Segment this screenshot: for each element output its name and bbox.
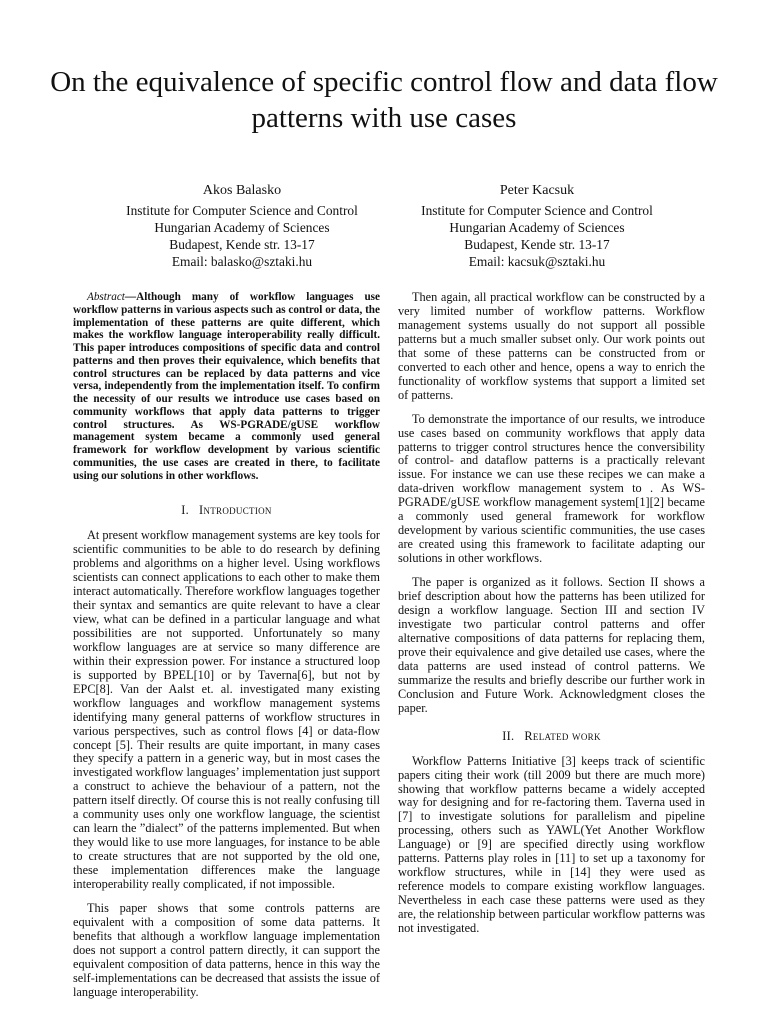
paragraph-intro-1: At present workflow management systems are key tools for scientific communities to be able to do research by defining problems and algorithms on a higher level. Using workflows scientists can connect applications to each other to make them interact automatically. Therefore workflow languages together their syntax and semantics are quite relevant to have a clear view, what can be defined in a particular language and what possibilities are not supported. Unfortunately so many workflow languages are at service so many difference are within their expression power. For instance a structured loop is supported by BPEL[10] or by Taverna[6], but not by EPC[8]. Van der Aalst et. al. investigated many existing workflow languages and workflow management systems identifying many general patterns of workflow structures in various perspectives, such as control flows [4] or data-flow concept [5]. Their results are quite important, in many cases they specify a pattern in a generic way, but in most cases the investigated workflow languages’ implementation just support a construct to achieve the behaviour of a pattern, not the pattern itself directly. Of course this is not really confusing till a community uses only one workflow language, the scientist can learn the ”dialect” of the patterns implemented. But when they would like to use more languages, for instance to be able to create structures that are not supported by the old one, these implementation differences make the language interoperability really complicated, if not impossible.: [73, 528, 380, 892]
paragraph-intro-2: This paper shows that some controls patterns are equivalent with a composition of some data patterns. It benefits that although a workflow language implementation does not support a control pattern directly, it can support the equivalent composition of data patterns, hence in this way the self-implementations can be decreased that assists the issue of language interoperability.: [73, 900, 380, 999]
section-title: Related work: [524, 728, 601, 743]
section-number: I.: [181, 503, 190, 518]
section-heading-introduction: [73, 504, 380, 518]
abstract-lead: Abstract: [87, 291, 125, 303]
paper-title: On the equivalence of specific control flow and data flow patterns with use cases: [50, 66, 718, 134]
paragraph-intro-5: The paper is organized as it follows. Section II shows a brief description about how the patterns has been utilized for design a workflow language. Section III and section IV investigate two particular control patterns and offer alternative compositions of data patterns for replacing them, prove their equivalence and give detailed use cases, where the data patterns are used instead of control patterns. We summarize the results and briefly describe our further work in Conclusion and Future Work. Acknowledgment closes the paper.: [398, 575, 705, 715]
author-email: Email: kacsuk@sztaki.hu: [468, 254, 606, 269]
author-academy: Hungarian Academy of Sciences: [449, 220, 625, 235]
author-affiliation: Institute for Computer Science and Control: [126, 203, 358, 218]
author-affiliation: Institute for Computer Science and Control: [421, 203, 653, 218]
right-column: [398, 291, 705, 945]
author-email: Email: balasko@sztaki.hu: [171, 254, 313, 269]
author-block-2: [387, 182, 687, 270]
author-block-1: [92, 182, 392, 270]
left-column: [73, 291, 380, 1009]
abstract-text: —Although many of workflow languages use workflow patterns in various aspects such as control or data, the implementation of these patterns are quite different, which makes the workflow language interoperability really difficult. This paper introduces compositions of specific data and control patterns and then proves their equivalence, which benefits that control structures can be replaced by data patterns and vice versa, independently from the implementation itself. To confirm the necessity of our results we introduce use cases based on community workflows that apply data patterns to trigger control structures. As WS-PGRADE/gUSE workflow management system became a commonly used general framework for workflow development by various scientific communities, the use cases are created in there, to facilitate using our solutions in other workflows.: [73, 291, 380, 482]
section-heading-related-work: [398, 730, 705, 744]
author-academy: Hungarian Academy of Sciences: [154, 220, 330, 235]
author-address: Budapest, Kende str. 13-17: [169, 237, 315, 252]
paragraph-intro-4: To demonstrate the importance of our results, we introduce use cases based on community workflows that apply data patterns to trigger control structures hence the conversibility of control- and dataflow patterns is a practically relevant issue. For instance we can use these recipes we can make a data-driven workflow management system to . As WS-PGRADE/gUSE workflow management system[1][2] became a commonly used general framework for workflow development by various scientific communities, the use cases are created using this framework to facilitate adapting our solutions in other workflows.: [398, 411, 705, 566]
paragraph-related-1: Workflow Patterns Initiative [3] keeps track of scientific papers citing their work (till 2009 but there are much more) showing that workflow patterns became a widely accepted way for designing and for re-factoring them. Taverna used in [7] to investigate solutions for parallelism and pipeline processing, others such as YAWL(Yet Another Workflow Language) or [9] are specified directly using workflow patterns. Patterns play roles in [11] to set up a taxonomy for workflow structures, while in [14] they were used as reference models to compare existing workflow languages. Nevertheless in each case these patterns were used as they are, the relationship between particular workflow patterns was not investigated.: [398, 753, 705, 936]
section-title: Introduction: [199, 503, 272, 518]
paragraph-intro-3: Then again, all practical workflow can be constructed by a very limited number of workflow patterns. Workflow management systems usually do not support all possible patterns but a much smaller subset only. Our work points out that some of these patterns can be constructed from or converted to each other and hence, opens a way to enrich the functionality of workflow systems that support a limited set of patterns.: [398, 290, 705, 402]
author-name: Akos Balasko: [202, 183, 282, 198]
author-name: Peter Kacsuk: [499, 183, 575, 198]
author-address: Budapest, Kende str. 13-17: [464, 237, 610, 252]
section-number: II.: [502, 728, 515, 743]
abstract: [73, 291, 380, 482]
